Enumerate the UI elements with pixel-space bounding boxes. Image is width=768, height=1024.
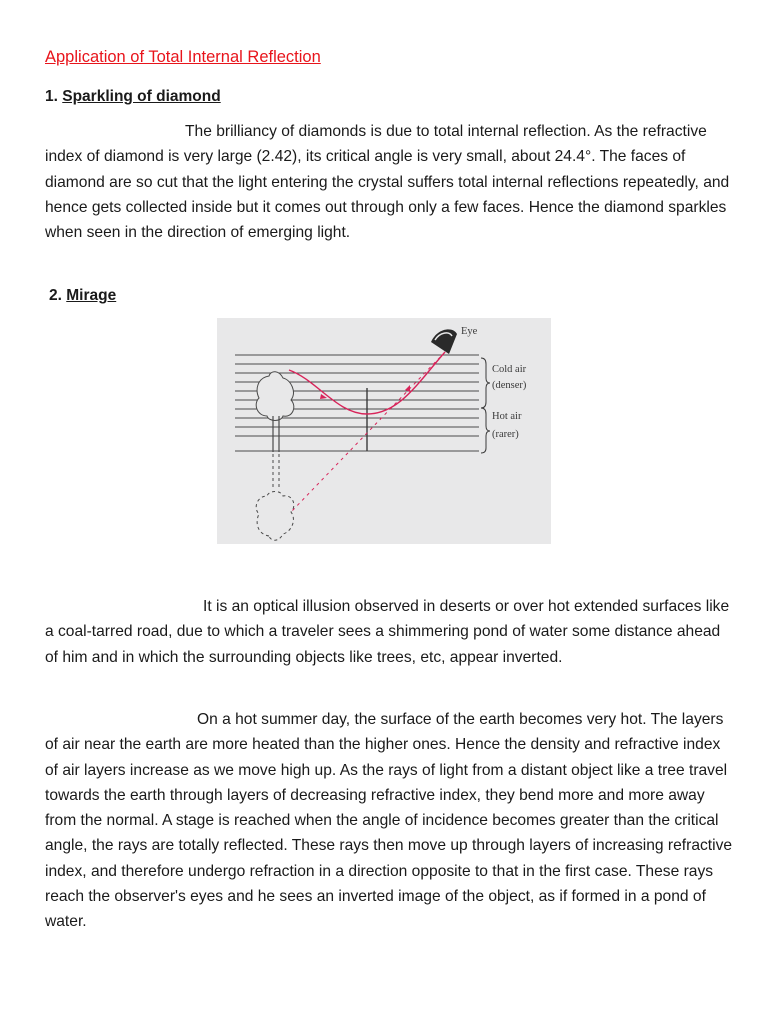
section-1-heading xyxy=(45,88,221,106)
hot-air-sublabel: (rarer) xyxy=(492,429,519,440)
cold-air-label: Cold air xyxy=(492,364,527,375)
cold-air-brace xyxy=(481,358,490,408)
hot-air-brace xyxy=(481,408,490,453)
section-2-title: Mirage xyxy=(66,287,117,304)
document-title: Application of Total Internal Reflection xyxy=(45,48,321,66)
section-2-heading xyxy=(49,287,116,305)
eye-icon xyxy=(431,329,457,354)
eye-label: Eye xyxy=(461,326,478,337)
mirage-paragraph-2: On a hot summer day, the surface of the earth becomes very hot. The layers of air near the earth are more heated than the higher ones. Hence the density and refractive index of air layers increase as we move high up. As the rays of light from a distant object like a tree travel towards the earth through layers of decreasing refractive index, they bend more and more away from the normal. A stage is reached when the angle of incidence becomes greater than the critical angle, the rays are totally reflected. These rays then move up through layers of increasing refractive index, and therefore undergo refraction in a direction opposite to that in the first case. These rays reach the observer's eyes and he sees an inverted image of the object, as if formed in a pond of water. xyxy=(45,711,733,931)
section-1-title: Sparkling of diamond xyxy=(62,88,221,105)
inverted-tree-image-icon xyxy=(256,454,294,540)
mirage-diagram xyxy=(217,318,551,544)
mirage-paragraph-1: It is an optical illusion observed in deserts or over hot extended surfaces like a coal-tarred road, due to which a traveler sees a shimmering pond of water some distance ahead of him and in which the surrounding objects like trees, etc, appear inverted. xyxy=(45,598,730,666)
hot-air-label: Hot air xyxy=(492,411,522,422)
section-2-number: 2. xyxy=(49,287,62,304)
cold-air-sublabel: (denser) xyxy=(492,380,527,391)
tree-icon xyxy=(256,372,294,452)
section-1-paragraph: The brilliancy of diamonds is due to total internal reflection. As the refractive index of diamond is very large (2.42), its critical angle is very small, about 24.4°. The faces of diamond are so cut that the light entering the crystal suffers total internal reflections repeatedly, and hence gets collected inside but it comes out through only a few faces. Hence the diamond sparkles when seen in the direction of emerging light. xyxy=(45,123,730,242)
line-of-sight-dashed xyxy=(291,352,445,512)
section-1-number: 1. xyxy=(45,88,58,105)
mirage-diagram-svg xyxy=(217,318,551,544)
